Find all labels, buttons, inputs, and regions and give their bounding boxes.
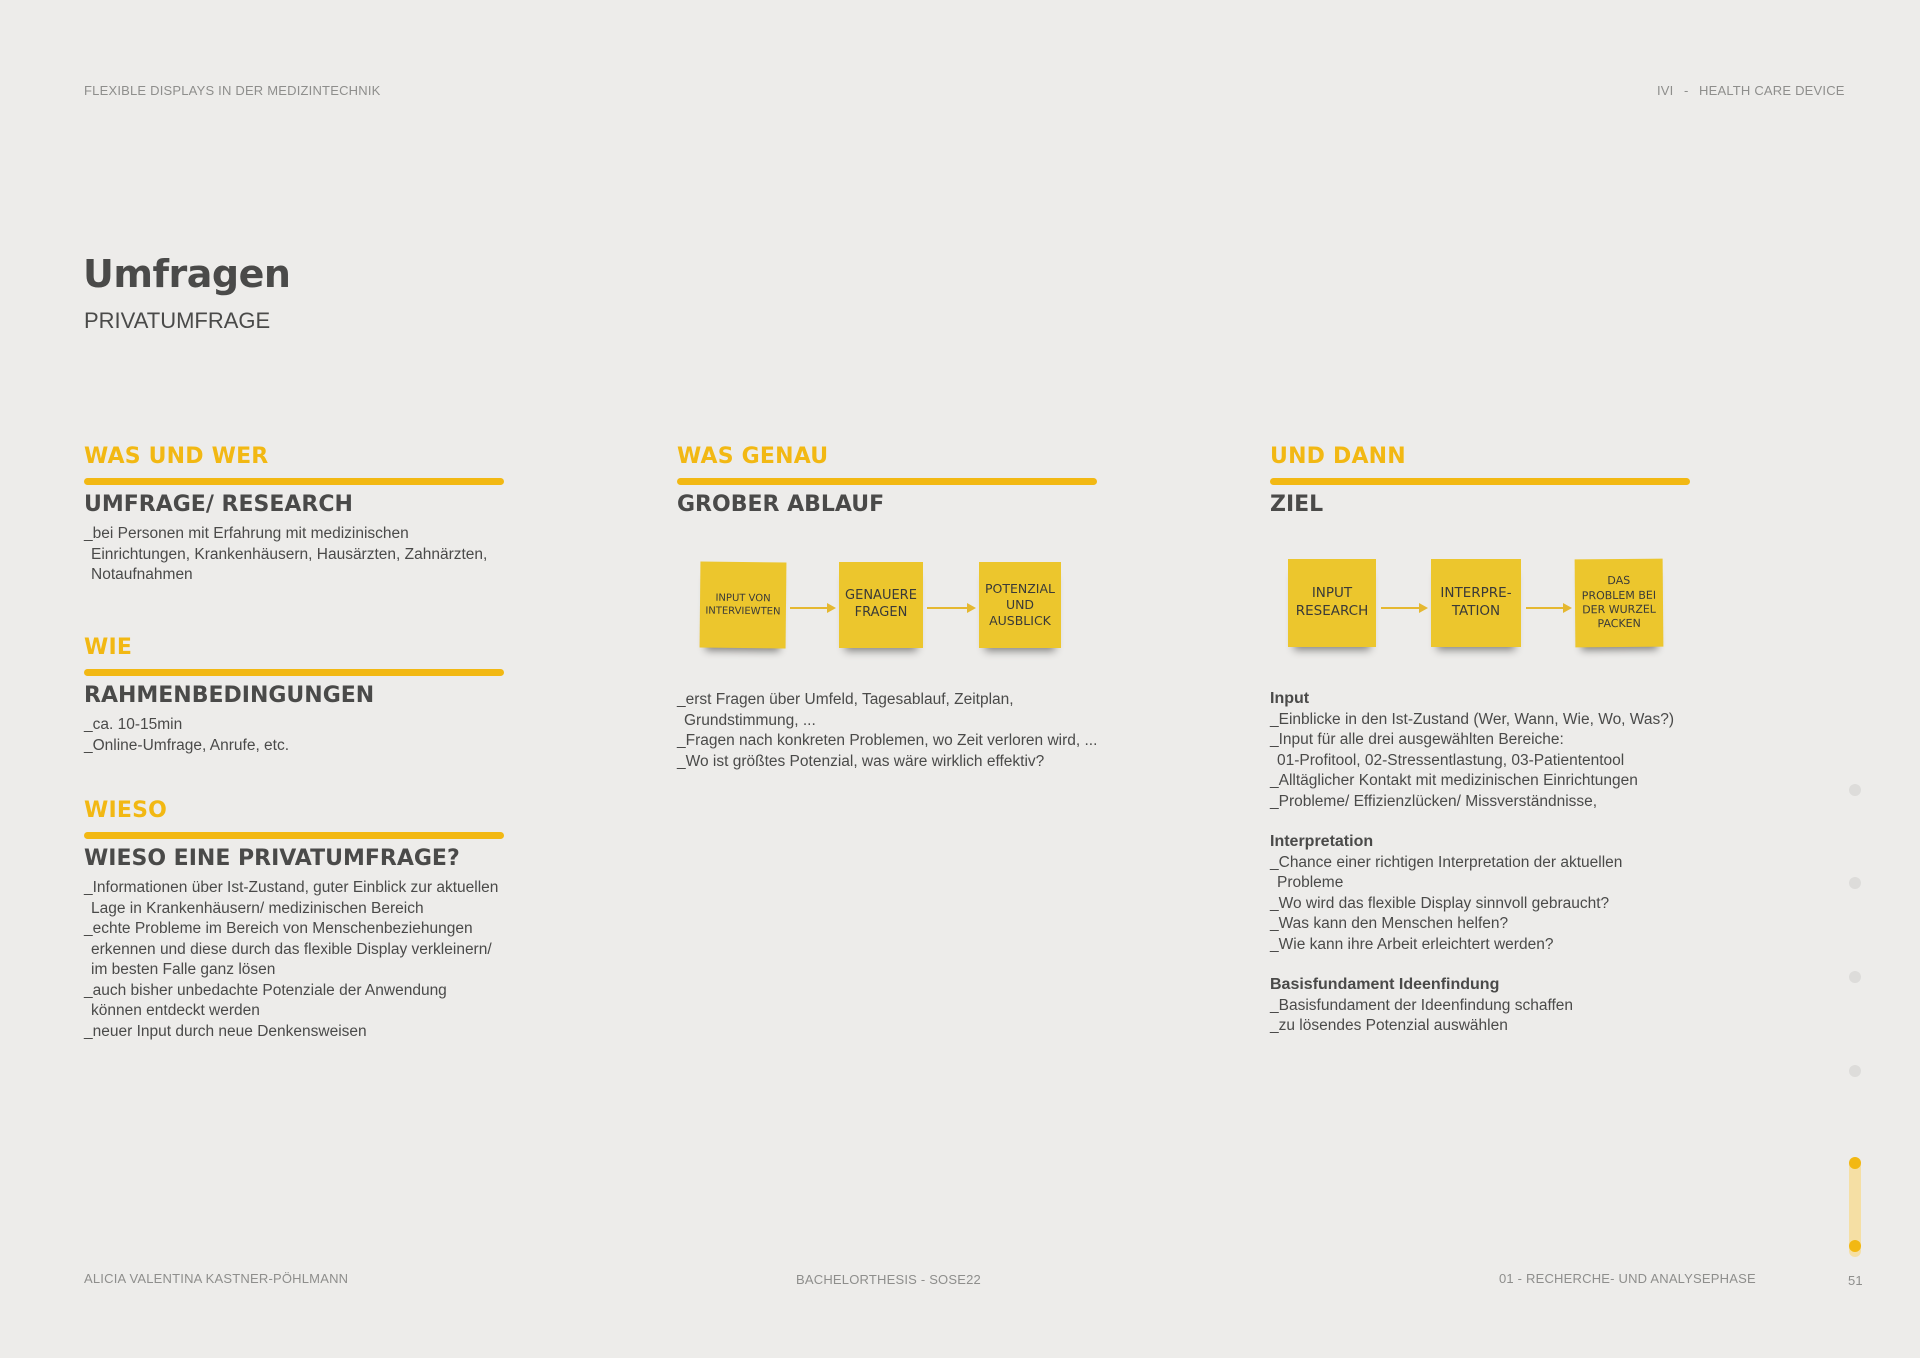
body-line: Probleme bbox=[1277, 874, 1344, 891]
body-line: _Wie kann ihre Arbeit erleichtert werden? bbox=[1270, 935, 1554, 953]
body-line: _Einblicke in den Ist-Zustand (Wer, Wann, Wie, Wo, Was?) bbox=[1270, 710, 1675, 728]
section-rule bbox=[677, 478, 1097, 485]
body-line: _Online-Umfrage, Anrufe, etc. bbox=[84, 736, 290, 754]
section-body bbox=[677, 690, 1097, 772]
sticky-note: POTENZIAL UND AUSBLICK bbox=[979, 562, 1061, 648]
section-rule bbox=[84, 478, 504, 485]
body-line: _zu lösendes Potenzial auswählen bbox=[1270, 1017, 1508, 1034]
body-line: _ca. 10-15min bbox=[84, 716, 183, 733]
body-line: _Informationen über Ist-Zustand, guter Einblick zur aktuellen bbox=[84, 879, 499, 896]
goal-details bbox=[1270, 689, 1674, 1037]
section-body bbox=[84, 524, 504, 586]
body-line: _Chance einer richtigen Interpretation der aktuellen bbox=[1270, 853, 1623, 871]
section-heading: WIESO bbox=[84, 798, 168, 823]
header-separator: - bbox=[1684, 83, 1689, 98]
page-title: Umfragen bbox=[83, 252, 291, 296]
section-title: UMFRAGE/ RESEARCH bbox=[84, 492, 353, 517]
block-heading-ideenfindung: Basisfundament Ideenfindung bbox=[1270, 976, 1500, 993]
section-title: GROBER ABLAUF bbox=[677, 492, 885, 517]
body-line: Lage in Krankenhäusern/ medizinischen Bereich bbox=[91, 899, 424, 917]
header-section-code: IVI bbox=[1657, 83, 1674, 98]
body-line: _Input für alle drei ausgewählten Bereiche: bbox=[1270, 731, 1564, 748]
sticky-note: DAS PROBLEM BEI DER WURZEL PACKEN bbox=[1575, 559, 1664, 648]
body-line: Grundstimmung, ... bbox=[684, 711, 816, 729]
body-line: _Alltäglicher Kontakt mit medizinischen Einrichtungen bbox=[1270, 772, 1638, 789]
section-heading: UND DANN bbox=[1270, 444, 1406, 469]
chapter-nav-dot[interactable] bbox=[1849, 784, 1861, 796]
body-line: _auch bisher unbedachte Potenziale der Anwendung bbox=[84, 981, 447, 999]
chapter-nav-dot-active[interactable] bbox=[1849, 1157, 1861, 1169]
chapter-nav-dot[interactable] bbox=[1849, 877, 1861, 889]
footer-thesis: BACHELORTHESIS - SOSE22 bbox=[796, 1272, 981, 1287]
body-line: Notaufnahmen bbox=[91, 566, 193, 583]
body-line: 01-Profitool, 02-Stressentlastung, 03-Patiententool bbox=[1277, 751, 1625, 769]
section-und-dann bbox=[1270, 444, 1690, 517]
arrow-right-icon bbox=[1381, 607, 1426, 609]
section-rule bbox=[1270, 478, 1690, 485]
page-number: 51 bbox=[1848, 1273, 1863, 1288]
section-heading: WAS UND WER bbox=[84, 444, 269, 469]
section-was-genau bbox=[677, 444, 1097, 517]
block-heading-input: Input bbox=[1270, 690, 1310, 707]
body-line: _Probleme/ Effizienzlücken/ Missverständnisse, bbox=[1270, 792, 1598, 810]
section-wie bbox=[84, 635, 504, 756]
chapter-nav-dot[interactable] bbox=[1849, 971, 1861, 983]
footer-author: ALICIA VALENTINA KASTNER-PÖHLMANN bbox=[84, 1271, 349, 1286]
section-body bbox=[84, 878, 504, 1042]
block-heading-interpretation: Interpretation bbox=[1270, 833, 1374, 850]
section-title: WIESO EINE PRIVATUMFRAGE? bbox=[84, 846, 460, 871]
section-body bbox=[84, 715, 504, 756]
chapter-nav-dot-active[interactable] bbox=[1849, 1240, 1861, 1252]
body-line: _Wo ist größtes Potenzial, was wäre wirklich effektiv? bbox=[677, 752, 1045, 770]
body-line: _Was kann den Menschen helfen? bbox=[1270, 915, 1509, 932]
process-diagram-ablauf bbox=[677, 540, 1097, 670]
section-wieso bbox=[84, 798, 504, 1042]
arrow-right-icon bbox=[1526, 607, 1570, 609]
section-was-und-wer bbox=[84, 444, 504, 586]
sticky-note: GENAUERE FRAGEN bbox=[839, 562, 923, 648]
body-line: _echte Probleme im Bereich von Menschenbeziehungen bbox=[84, 920, 473, 937]
page-subtitle: PRIVATUMFRAGE bbox=[84, 308, 271, 333]
document-header-title: FLEXIBLE DISPLAYS IN DER MEDIZINTECHNIK bbox=[84, 83, 381, 98]
body-line: erkennen und diese durch das flexible Display verkleinern/ bbox=[91, 940, 492, 958]
body-line: _Wo wird das flexible Display sinnvoll gebraucht? bbox=[1270, 894, 1610, 912]
body-line: _erst Fragen über Umfeld, Tagesablauf, Zeitplan, bbox=[677, 691, 1014, 708]
body-line: _neuer Input durch neue Denkensweisen bbox=[84, 1022, 367, 1040]
sticky-note: INTERPRE- TATION bbox=[1431, 559, 1521, 647]
body-line: können entdeckt werden bbox=[91, 1002, 260, 1019]
section-rule bbox=[84, 832, 504, 839]
section-title: RAHMENBEDINGUNGEN bbox=[84, 683, 375, 708]
footer-chapter: 01 - RECHERCHE- UND ANALYSEPHASE bbox=[1499, 1271, 1756, 1286]
section-heading: WIE bbox=[84, 635, 133, 660]
body-line: Einrichtungen, Krankenhäusern, Hausärzten, Zahnärzten, bbox=[91, 545, 488, 563]
sticky-note: INPUT RESEARCH bbox=[1288, 559, 1376, 647]
section-heading: WAS GENAU bbox=[677, 444, 829, 469]
body-line: _Basisfundament der Ideenfindung schaffen bbox=[1270, 996, 1574, 1014]
section-title: ZIEL bbox=[1270, 492, 1324, 517]
chapter-nav-dot[interactable] bbox=[1849, 1065, 1861, 1077]
arrow-right-icon bbox=[927, 607, 974, 609]
body-line: _Fragen nach konkreten Problemen, wo Zeit verloren wird, ... bbox=[677, 732, 1098, 749]
sticky-note: INPUT VON INTERVIEWTEN bbox=[700, 562, 787, 649]
section-rule bbox=[84, 669, 504, 676]
header-section-name: HEALTH CARE DEVICE bbox=[1699, 83, 1845, 98]
arrow-right-icon bbox=[790, 607, 834, 609]
body-line: _bei Personen mit Erfahrung mit medizinischen bbox=[84, 525, 409, 542]
body-line: im besten Falle ganz lösen bbox=[91, 961, 276, 978]
